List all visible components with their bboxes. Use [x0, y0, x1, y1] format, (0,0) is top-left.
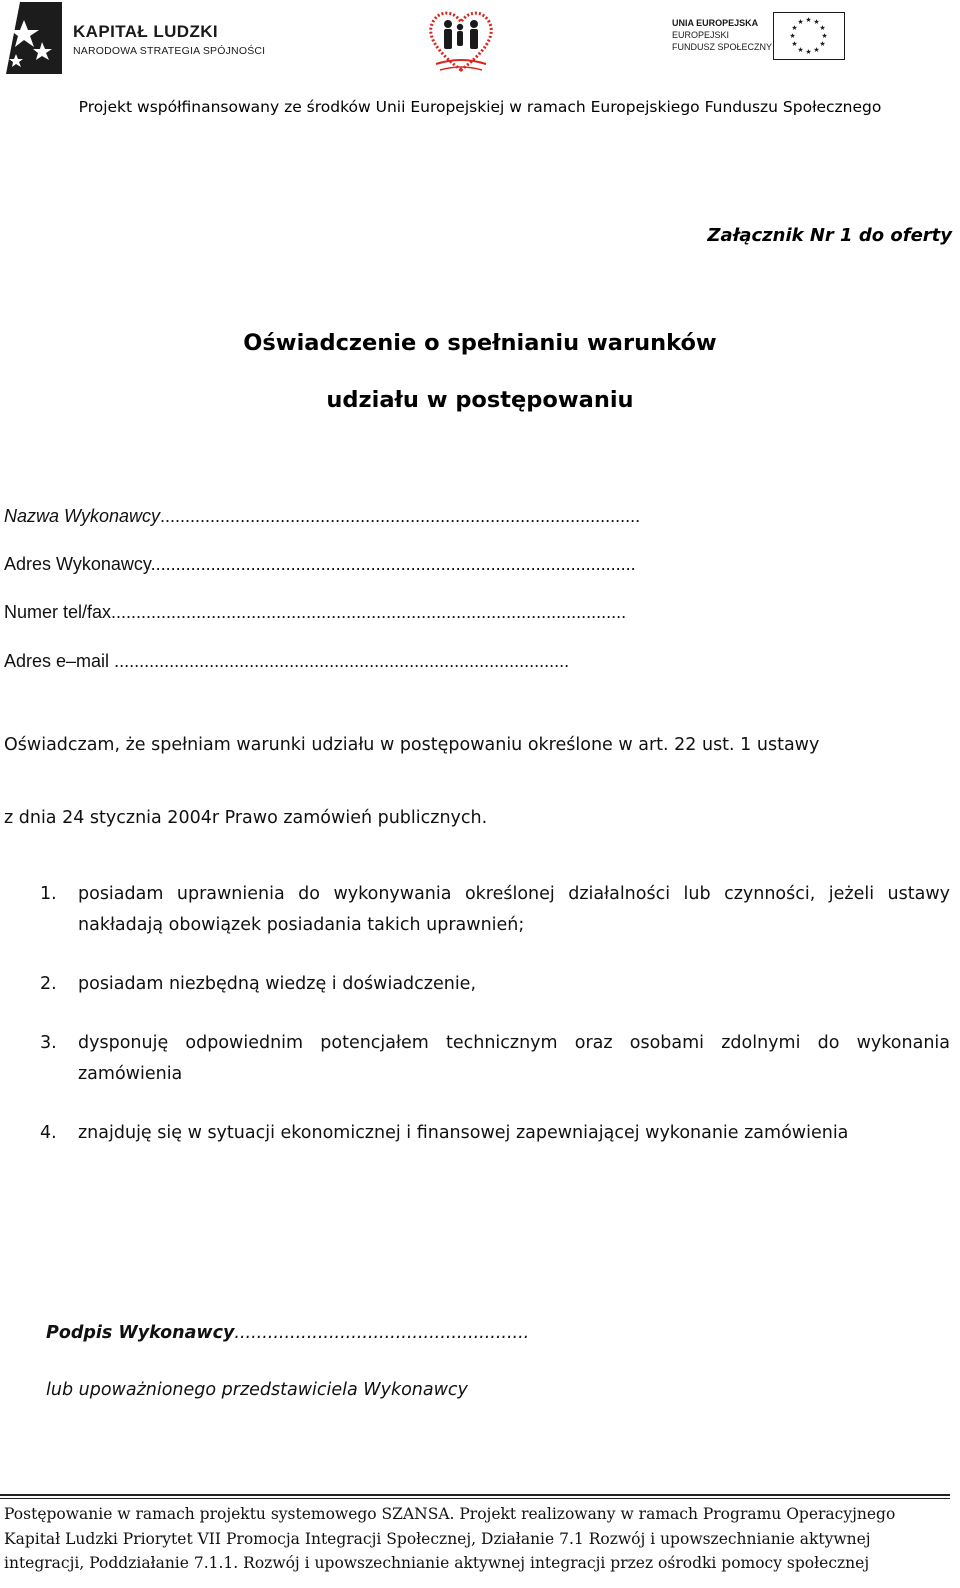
declaration-line-2: z dnia 24 stycznia 2004r Prawo zamówień publicznych.: [4, 808, 488, 828]
cofinanced-note: Projekt współfinansowany ze środków Unii Europejskiej w ramach Europejskiego Funduszu Społecznego: [78, 98, 882, 116]
contractor-address-label: Adres Wykonawcy: [4, 554, 151, 574]
condition-item-4: [40, 1118, 950, 1149]
eu-line-1: UNIA EUROPEJSKA: [672, 18, 759, 28]
svg-text:★: ★: [805, 48, 812, 56]
family-heart-logo: [422, 0, 500, 78]
condition-item-2: [40, 969, 950, 1000]
condition-number: 3.: [40, 1033, 57, 1053]
kapital-ludzki-subtitle: NARODOWA STRATEGIA SPÓJNOŚCI: [73, 45, 266, 57]
annex-label: Załącznik Nr 1 do oferty: [707, 225, 952, 246]
email-dots: ...........................................................................................: [114, 651, 570, 671]
family-heart-icon: [422, 0, 500, 78]
signature-line[interactable]: [46, 1323, 529, 1343]
svg-text:★: ★: [805, 16, 812, 24]
footer-line-2: Kapitał Ludzki Priorytet VII Promocja Integracji Społecznej, Działanie 7.1 Rozwój i upowszechnianie aktywnej: [4, 1529, 871, 1548]
condition-item-1: [40, 879, 950, 941]
svg-text:★: ★: [821, 32, 828, 40]
svg-text:★: ★: [813, 18, 820, 26]
condition-number: 1.: [40, 884, 57, 904]
condition-text: znajduję się w sytuacji ekonomicznej i finansowej zapewniającej wykonanie zamówienia: [78, 1123, 849, 1143]
signature-label: Podpis Wykonawcy: [46, 1323, 235, 1343]
footer-divider: [0, 1494, 950, 1499]
email-label: Adres e–mail: [4, 651, 115, 671]
condition-text: dysponuję odpowiednim potencjałem technicznym oraz osobami zdolnymi do wykonania zamówienia: [78, 1033, 950, 1084]
svg-text:★: ★: [797, 18, 804, 26]
footer-line-1: Postępowanie w ramach projektu systemowego SZANSA. Projekt realizowany w ramach Programu Operacyjnego: [4, 1505, 896, 1523]
eu-logo: [672, 10, 857, 64]
eu-text: [672, 17, 772, 53]
kapital-ludzki-logo-icon: [6, 2, 62, 74]
footer: [4, 1502, 954, 1576]
contractor-name-dots: ................................................................................................: [160, 506, 641, 526]
eu-line-3: FUNDUSZ SPOŁECZNY: [672, 42, 773, 52]
declaration-line-1: Oświadczam, że spełniam warunki udziału w postępowaniu określone w art. 22 ust. 1 ustawy: [4, 735, 820, 755]
condition-item-3: [40, 1028, 950, 1090]
kapital-ludzki-title: KAPITAŁ LUDZKI: [73, 22, 219, 41]
svg-text:★: ★: [791, 24, 798, 32]
eu-line-2: EUROPEJSKI: [672, 30, 730, 40]
svg-text:★: ★: [813, 46, 820, 54]
contractor-name-field[interactable]: [4, 506, 640, 527]
kapital-ludzki-logo: [6, 2, 266, 74]
phone-fax-dots: .......................................................................................................: [111, 602, 627, 622]
condition-number: 2.: [40, 974, 57, 994]
svg-text:★: ★: [791, 40, 798, 48]
condition-text: posiadam uprawnienia do wykonywania określonej działalności lub czynności, jeżeli ustawy nakładają obowiązek posiadania takich uprawnień;: [78, 884, 950, 935]
svg-text:★: ★: [819, 24, 826, 32]
svg-text:★: ★: [789, 32, 796, 40]
condition-text: posiadam niezbędną wiedzę i doświadczenie,: [78, 974, 477, 994]
signature-subtitle: lub upoważnionego przedstawiciela Wykonawcy: [46, 1380, 468, 1400]
contractor-address-dots: .................................................................................................: [150, 554, 636, 574]
phone-fax-field[interactable]: [4, 602, 626, 623]
svg-text:★: ★: [797, 46, 804, 54]
condition-number: 4.: [40, 1123, 57, 1143]
contractor-name-label: Nazwa Wykonawcy: [4, 506, 161, 526]
footer-line-3: integracji, Poddziałanie 7.1.1. Rozwój i upowszechnianie aktywnej integracji przez ośrodki pomocy społecznej: [4, 1554, 870, 1572]
email-field[interactable]: [4, 651, 569, 672]
document-title-line-1: Oświadczenie o spełnianiu warunków: [243, 330, 717, 356]
contractor-address-field[interactable]: [4, 554, 636, 575]
document-title-line-2: udziału w postępowaniu: [326, 387, 634, 413]
signature-dots: .....................................................: [234, 1323, 530, 1343]
phone-fax-label: Numer tel/fax: [4, 602, 112, 622]
eu-flag-icon: [773, 12, 845, 60]
svg-text:★: ★: [819, 40, 826, 48]
